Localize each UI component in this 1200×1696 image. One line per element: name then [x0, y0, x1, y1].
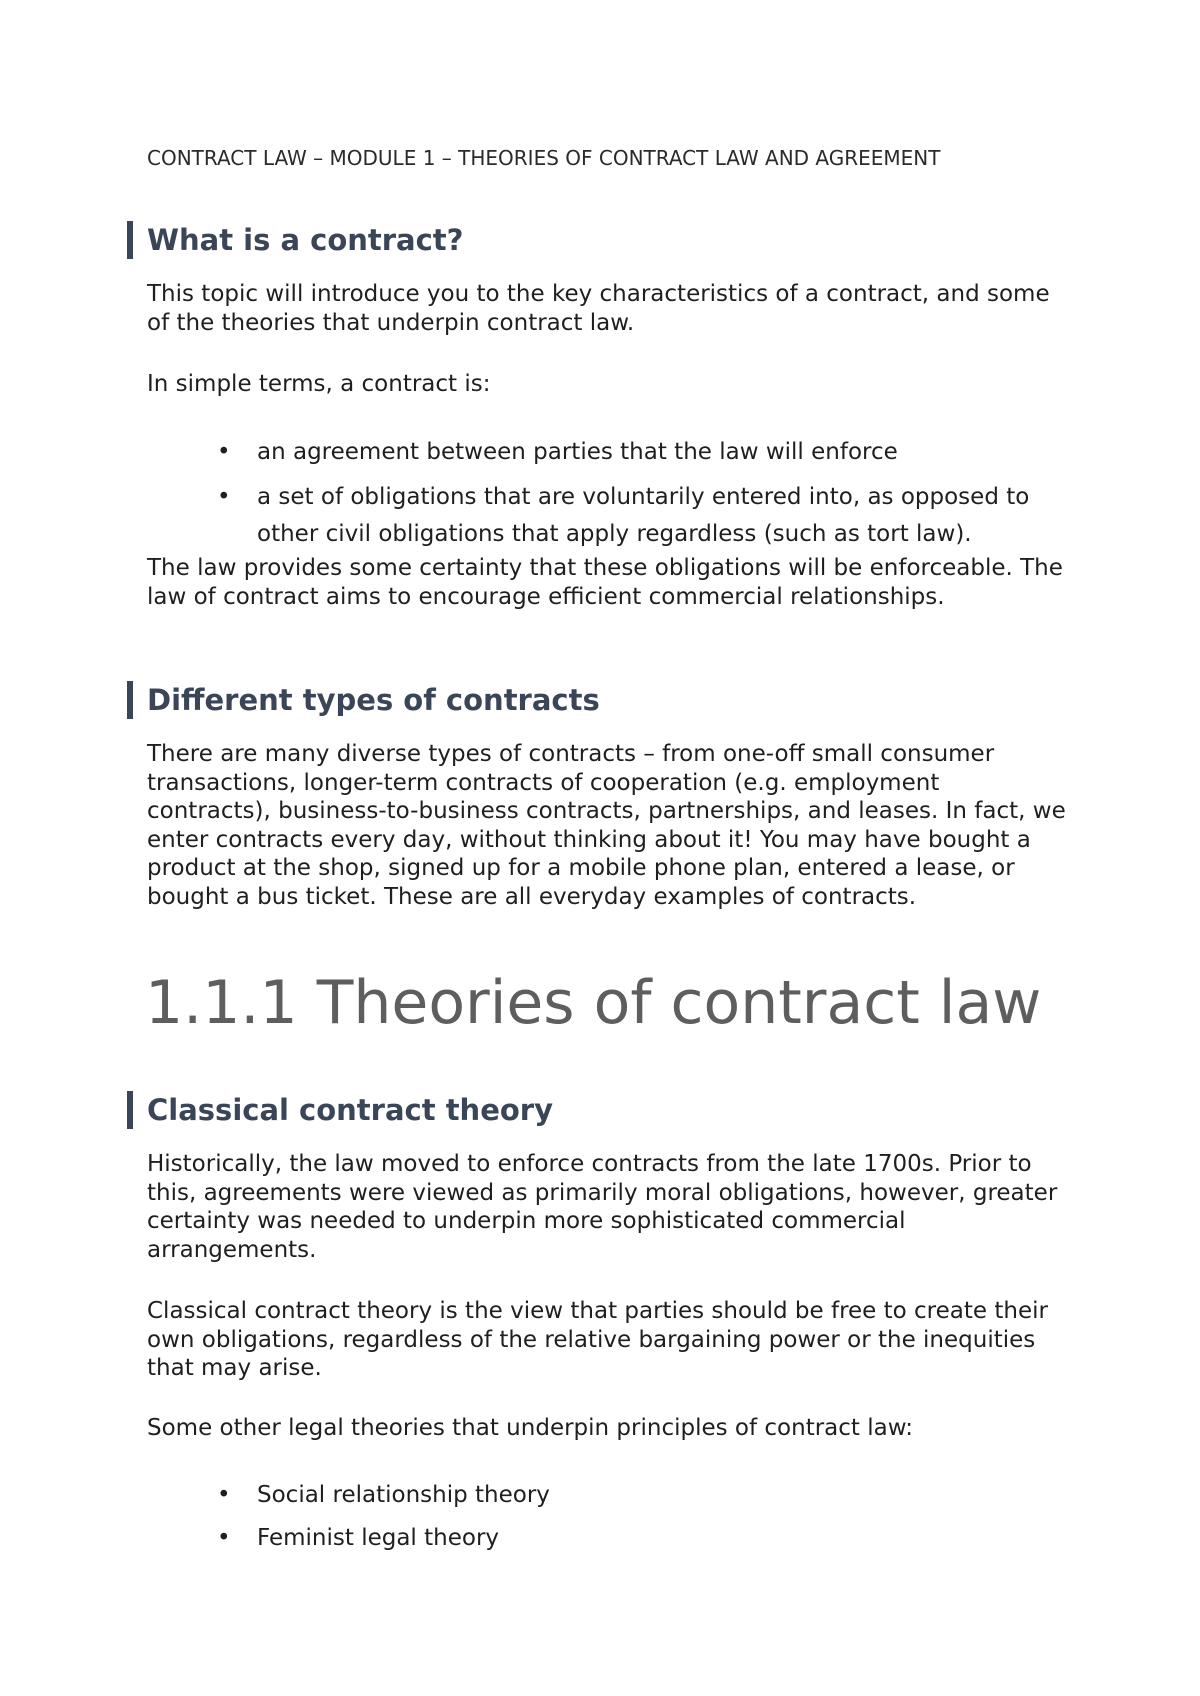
definition-lead: In simple terms, a contract is: — [147, 371, 491, 397]
classical-paragraph-1: Historically, the law moved to enforce contracts from the late 1700s. Prior to this, agreements were viewed as primarily moral obligations, however, greater certainty was needed to underpin more sophisticated commercial arrangements. — [147, 1151, 1058, 1263]
list-item-text: a set of obligations that are voluntarily entered into, as opposed to other civil obligations that apply regardless (such as tort law). — [257, 484, 1030, 547]
bullet-icon: • — [217, 1482, 231, 1508]
intro-paragraph: This topic will introduce you to the key characteristics of a contract, and some of the theories that underpin contract law. — [147, 281, 1050, 336]
document-title: CONTRACT LAW – MODULE 1 – THEORIES OF CONTRACT LAW AND AGREEMENT — [147, 146, 941, 170]
classical-paragraph-2: Classical contract theory is the view that parties should be free to create their own obligations, regardless of the relative bargaining power or the inequities that may arise. — [147, 1298, 1048, 1381]
list-item — [147, 1477, 1067, 1514]
list-item — [147, 434, 1067, 471]
list-item — [147, 479, 1067, 553]
types-paragraph: There are many diverse types of contracts – from one-off small consumer transactions, longer-term contracts of cooperation (e.g. employment contracts), business-to-business contracts, partnerships, and leases. In fact, we enter contracts every day, without thinking about it! You may have bought a product at the shop, signed up for a mobile phone plan, entered a lease, or bought a bus ticket. These are all everyday examples of contracts. — [147, 741, 1066, 910]
theories-list — [147, 1477, 1067, 1557]
heading-different-types: Different types of contracts — [127, 681, 600, 719]
closing-paragraph: The law provides some certainty that these obligations will be enforceable. The law of contract aims to encourage efficient commercial relationships. — [147, 555, 1063, 610]
bullet-icon: • — [217, 484, 231, 510]
bullet-icon: • — [217, 439, 231, 465]
list-item-text: an agreement between parties that the law will enforce — [257, 439, 898, 465]
list-item — [147, 1520, 1067, 1557]
heading-classical-theory: Classical contract theory — [127, 1091, 553, 1129]
definition-list — [147, 434, 1067, 553]
bullet-icon: • — [217, 1525, 231, 1551]
heading-what-is-a-contract: What is a contract? — [127, 221, 464, 259]
list-item-text: Feminist legal theory — [257, 1525, 500, 1551]
other-theories-lead: Some other legal theories that underpin principles of contract law: — [147, 1415, 914, 1441]
list-item-text: Social relationship theory — [257, 1482, 550, 1508]
chapter-heading: 1.1.1 Theories of contract law — [145, 968, 1042, 1038]
